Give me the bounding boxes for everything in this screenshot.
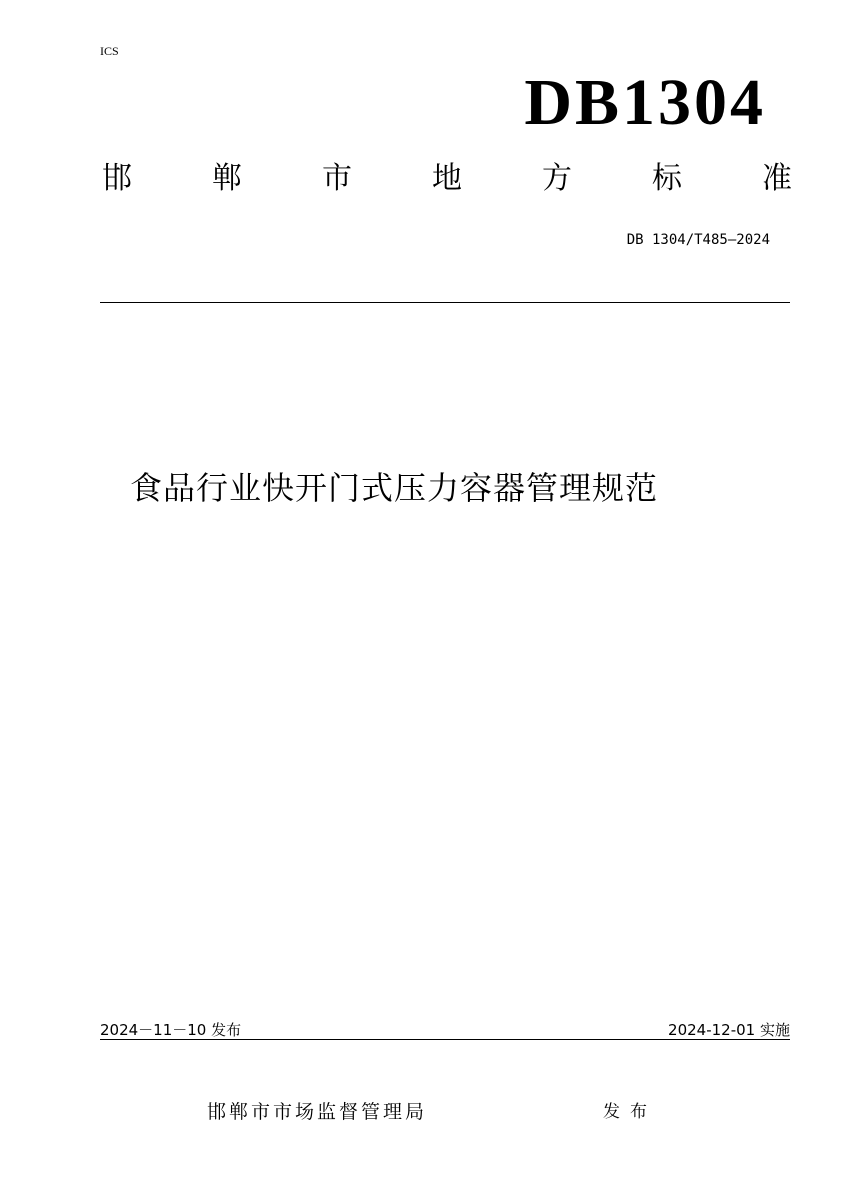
document-title: 食品行业快开门式压力容器管理规范 (130, 469, 659, 507)
standard-type-char: 方 (542, 161, 572, 196)
top-divider (100, 302, 790, 303)
standard-type-char: 郸 (212, 161, 242, 196)
standard-type-char: 邯 (102, 161, 132, 196)
ics-label: ICS (100, 44, 119, 58)
publish-label: 发布 (603, 1102, 657, 1122)
standard-type-char: 标 (652, 161, 682, 196)
implementation-date: 2024-12-01 实施 (668, 1021, 790, 1039)
standard-type-heading (102, 161, 792, 196)
standard-type-char: 地 (432, 161, 462, 196)
publisher-name: 邯郸市市场监督管理局 (207, 1101, 428, 1123)
standard-type-char: 市 (322, 161, 352, 196)
bottom-divider (100, 1039, 790, 1040)
standard-code: DB1304 (524, 66, 766, 139)
standard-number: DB 1304/T485—2024 (626, 232, 770, 248)
issue-date: 2024－11－10 发布 (100, 1021, 242, 1039)
standard-type-char: 准 (762, 161, 792, 196)
